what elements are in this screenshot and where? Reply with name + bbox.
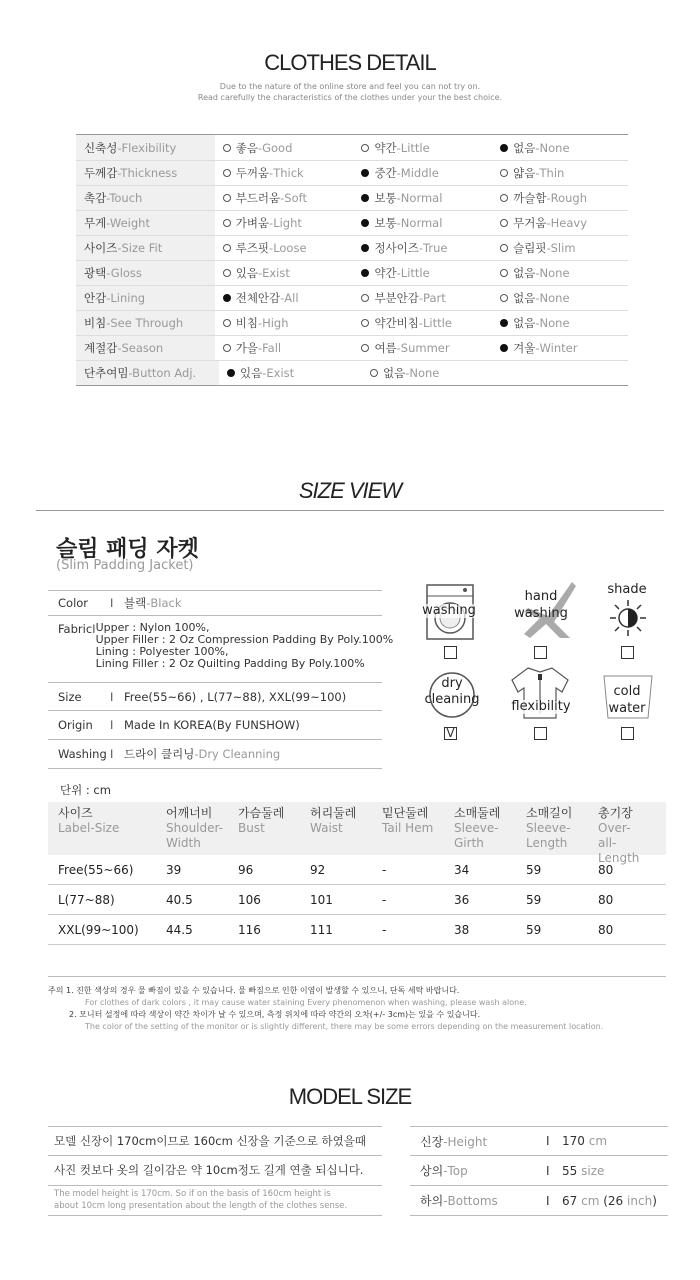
size-cell: - bbox=[382, 892, 387, 907]
detail-option bbox=[492, 240, 628, 256]
size-cell: 40.5 bbox=[166, 892, 193, 907]
detail-label-kr: 두께감 bbox=[84, 166, 118, 180]
size-cell: XXL(99~100) bbox=[58, 922, 139, 937]
spec-separator: I bbox=[110, 596, 114, 610]
care-flexibility-label: flexibility bbox=[506, 700, 576, 714]
empty-circle-icon bbox=[223, 194, 231, 202]
size-table-header bbox=[48, 802, 666, 865]
size-table bbox=[48, 802, 666, 945]
empty-circle-icon bbox=[223, 269, 231, 277]
detail-option-en: -True bbox=[418, 241, 448, 255]
detail-option-kr: 가을 bbox=[235, 341, 258, 355]
size-header-cell bbox=[238, 806, 310, 855]
model-bottoms-en: -Bottoms bbox=[443, 1194, 498, 1208]
care-shade-label: shade bbox=[607, 582, 647, 597]
selected-dot-icon bbox=[223, 294, 231, 302]
detail-option-en: -Little bbox=[418, 316, 452, 330]
size-header-en: Label-Size bbox=[58, 821, 120, 835]
detail-option-en: -Good bbox=[257, 140, 293, 155]
size-cell: 111 bbox=[310, 922, 333, 937]
size-cell: 116 bbox=[238, 922, 261, 937]
model-top-value: 55 bbox=[562, 1163, 578, 1178]
detail-option bbox=[362, 365, 502, 381]
size-cell: 80 bbox=[598, 862, 614, 877]
detail-option-en: -Middle bbox=[396, 166, 439, 180]
spec-origin-label: Origin bbox=[58, 718, 93, 732]
detail-option-en: -Thick bbox=[269, 166, 304, 180]
detail-option bbox=[353, 290, 492, 306]
detail-option-kr: 가벼움 bbox=[235, 216, 270, 230]
detail-option bbox=[215, 315, 354, 331]
note-1-en: For clothes of dark colors , it may cause water staining Every phenomenon when washing, please wash alone. bbox=[85, 998, 527, 1007]
size-header-cell bbox=[382, 806, 454, 855]
detail-label-en: -Button Adj. bbox=[128, 366, 197, 380]
selected-dot-icon bbox=[500, 319, 508, 327]
empty-circle-icon bbox=[361, 344, 369, 352]
detail-option-en: -All bbox=[280, 291, 299, 305]
empty-circle-icon bbox=[223, 169, 231, 177]
detail-option-en: -Little bbox=[396, 266, 430, 280]
detail-row bbox=[76, 260, 628, 285]
size-header-en: Sleeve- Girth bbox=[454, 821, 499, 850]
detail-option bbox=[215, 290, 354, 306]
detail-row bbox=[76, 235, 628, 260]
detail-row-label bbox=[76, 361, 219, 385]
detail-option-kr: 슬림핏 bbox=[513, 241, 547, 255]
detail-row-label bbox=[76, 261, 215, 285]
size-cell: L(77~88) bbox=[58, 892, 115, 907]
size-header-kr: 총기장 bbox=[598, 806, 633, 820]
detail-option bbox=[492, 315, 628, 331]
size-cell: 96 bbox=[238, 862, 254, 877]
spec-color-kr: 블랙 bbox=[124, 596, 147, 610]
detail-option bbox=[215, 140, 354, 156]
detail-option-en: -Winter bbox=[535, 341, 578, 355]
selected-dot-icon bbox=[500, 144, 508, 152]
model-top-kr: 상의 bbox=[420, 1164, 444, 1178]
care-washing-label: washing bbox=[420, 604, 478, 618]
detail-option-en: -None bbox=[405, 366, 440, 380]
size-header-en: Bust bbox=[238, 821, 265, 835]
model-note-en-2: about 10cm long presentation about the length of the clothes sense. bbox=[54, 1201, 348, 1211]
size-view-divider bbox=[36, 510, 664, 511]
size-header-kr: 사이즈 bbox=[58, 806, 93, 820]
detail-option bbox=[492, 165, 628, 181]
spec-color-row bbox=[48, 590, 382, 616]
model-height-row bbox=[410, 1126, 668, 1156]
detail-option-en: -None bbox=[535, 316, 570, 330]
detail-option bbox=[492, 140, 628, 156]
empty-circle-icon bbox=[223, 144, 231, 152]
detail-row-label bbox=[76, 186, 215, 210]
detail-row bbox=[76, 285, 628, 310]
model-note-en-1: The model height is 170cm. So if on the basis of 160cm height is bbox=[54, 1189, 331, 1199]
detail-option-kr: 비침 bbox=[235, 316, 258, 330]
detail-option-en: -Exist bbox=[262, 366, 295, 380]
detail-label-kr: 무게 bbox=[84, 216, 107, 230]
detail-label-en: -Season bbox=[117, 341, 164, 355]
fabric-line: Upper Filler : 2 Oz Compression Padding By Poly.100% bbox=[95, 633, 394, 646]
empty-circle-icon bbox=[361, 294, 369, 302]
spec-washing-row bbox=[48, 740, 382, 769]
detail-option-en: -Thin bbox=[535, 166, 565, 180]
empty-circle-icon bbox=[500, 294, 508, 302]
spec-color-label: Color bbox=[58, 596, 89, 610]
empty-circle-icon bbox=[500, 169, 508, 177]
empty-circle-icon bbox=[500, 269, 508, 277]
detail-option-en: -None bbox=[535, 291, 570, 305]
product-name-en: (Slim Padding Jacket) bbox=[56, 558, 194, 573]
selected-dot-icon bbox=[361, 194, 369, 202]
size-header-cell bbox=[526, 806, 598, 855]
empty-circle-icon bbox=[500, 244, 508, 252]
spec-separator: I bbox=[110, 747, 114, 761]
detail-label-en: -Weight bbox=[106, 216, 150, 230]
detail-row bbox=[76, 335, 628, 360]
detail-option bbox=[353, 265, 492, 281]
size-header-kr: 밑단둘레 bbox=[382, 806, 429, 820]
care-dry-checkbox: V bbox=[444, 727, 457, 740]
size-cell: 59 bbox=[526, 892, 542, 907]
care-cold-label-2: water bbox=[608, 701, 646, 716]
detail-option bbox=[353, 340, 492, 356]
detail-option-en: -Loose bbox=[269, 241, 307, 255]
size-header-kr: 소매길이 bbox=[526, 806, 573, 820]
fabric-line: Lining : Polyester 100%, bbox=[95, 645, 229, 658]
detail-label-kr: 비침 bbox=[84, 316, 107, 330]
care-dry-label-2: cleaning bbox=[424, 692, 480, 707]
model-note-divider bbox=[48, 1215, 382, 1216]
model-height-kr: 신장 bbox=[420, 1134, 444, 1149]
size-header-cell bbox=[48, 806, 166, 855]
detail-option-kr: 부분안감 bbox=[374, 291, 419, 305]
detail-row bbox=[76, 185, 628, 210]
detail-row-label bbox=[76, 236, 215, 260]
size-table-row bbox=[48, 855, 666, 885]
detail-option-en: -Summer bbox=[396, 341, 450, 355]
detail-option-kr: 없음 bbox=[513, 140, 536, 155]
size-header-en: Shoulder- Width bbox=[166, 821, 223, 850]
spec-washing-label: Washing bbox=[58, 747, 107, 761]
size-cell: 44.5 bbox=[166, 922, 193, 937]
spec-size-label: Size bbox=[58, 689, 82, 704]
detail-option-en: -Soft bbox=[280, 191, 307, 205]
size-header-kr: 허리둘레 bbox=[310, 806, 357, 820]
size-header-en: Waist bbox=[310, 821, 343, 835]
detail-option bbox=[353, 190, 492, 206]
detail-option-kr: 정사이즈 bbox=[374, 241, 419, 255]
detail-option bbox=[215, 240, 354, 256]
detail-option-kr: 약간 bbox=[374, 266, 397, 280]
detail-option bbox=[215, 215, 354, 231]
detail-option bbox=[215, 165, 354, 181]
model-size-title: MODEL SIZE bbox=[288, 1084, 412, 1109]
size-view-title: SIZE VIEW bbox=[298, 478, 402, 503]
fabric-line: Lining Filler : 2 Oz Quilting Padding By Poly.100% bbox=[95, 657, 365, 670]
size-table-row bbox=[48, 915, 666, 945]
size-cell: 101 bbox=[310, 892, 333, 907]
detail-option-en: -Normal bbox=[396, 216, 443, 230]
detail-label-en: -See Through bbox=[106, 316, 184, 330]
paren-close: ) bbox=[652, 1193, 657, 1208]
spec-color-en: -Black bbox=[146, 596, 182, 610]
spec-washing-en: -Dry Cleanning bbox=[194, 747, 281, 761]
note-1: 주의 1. 진한 색상의 경우 물 빠짐이 있을 수 있습니다. 물 빠짐으로 인한 이염이 발생할 수 있으니, 단독 세탁 바랍니다. bbox=[48, 986, 460, 995]
spec-separator: I bbox=[110, 689, 114, 704]
size-header-en: Tail Hem bbox=[382, 821, 434, 835]
care-cold-label-1: cold bbox=[613, 684, 641, 699]
detail-row bbox=[76, 135, 628, 160]
detail-option bbox=[492, 265, 628, 281]
spec-fabric-row bbox=[48, 616, 394, 683]
detail-option-kr: 두꺼움 bbox=[235, 166, 270, 180]
detail-option-kr: 약간 bbox=[374, 140, 397, 155]
detail-option-kr: 여름 bbox=[374, 341, 397, 355]
care-washing-checkbox bbox=[444, 646, 457, 659]
detail-option-kr: 까슬함 bbox=[513, 191, 547, 205]
size-cell: 39 bbox=[166, 862, 182, 877]
shade-sun-icon bbox=[608, 598, 648, 638]
detail-label-kr: 계절감 bbox=[84, 341, 118, 355]
size-table-row bbox=[48, 885, 666, 915]
size-header-cell bbox=[310, 806, 382, 855]
detail-option-kr: 얇음 bbox=[513, 166, 536, 180]
detail-option-en: -None bbox=[535, 140, 570, 155]
fabric-line: Upper : Nylon 100%, bbox=[95, 621, 210, 634]
detail-option-kr: 무거움 bbox=[513, 216, 547, 230]
model-bottoms-unit: cm bbox=[581, 1193, 600, 1208]
detail-row-label bbox=[76, 135, 215, 160]
detail-option-kr: 부드러움 bbox=[235, 191, 281, 205]
detail-row bbox=[76, 310, 628, 335]
size-header-cell bbox=[598, 806, 666, 865]
detail-option bbox=[215, 340, 354, 356]
size-cell: 38 bbox=[454, 922, 470, 937]
detail-option-kr: 좋음 bbox=[235, 140, 258, 155]
size-cell: 92 bbox=[310, 862, 326, 877]
detail-option bbox=[215, 265, 354, 281]
detail-label-en: -Touch bbox=[106, 191, 143, 205]
selected-dot-icon bbox=[227, 369, 235, 377]
detail-option-en: -Exist bbox=[257, 266, 290, 280]
care-hand-label-1: hand bbox=[524, 589, 558, 604]
size-cell: 106 bbox=[238, 892, 261, 907]
detail-label-en: -Flexibility bbox=[117, 140, 177, 155]
detail-option-kr: 겨울 bbox=[513, 341, 536, 355]
detail-option bbox=[353, 240, 492, 256]
model-separator: I bbox=[546, 1193, 550, 1208]
detail-subtitle-2: Read carefully the characteristics of the clothes under your the best choice. bbox=[197, 93, 503, 102]
detail-row-label bbox=[76, 286, 215, 310]
detail-label-kr: 안감 bbox=[84, 291, 107, 305]
detail-label-kr: 사이즈 bbox=[84, 241, 118, 255]
selected-dot-icon bbox=[500, 344, 508, 352]
empty-circle-icon bbox=[500, 194, 508, 202]
size-header-en: Sleeve- Length bbox=[526, 821, 571, 850]
size-cell: 59 bbox=[526, 862, 542, 877]
empty-circle-icon bbox=[223, 319, 231, 327]
detail-row bbox=[76, 160, 628, 185]
spec-size-row bbox=[48, 683, 382, 711]
paren-open: ( bbox=[603, 1193, 608, 1208]
detail-option bbox=[492, 340, 628, 356]
detail-option bbox=[219, 365, 362, 381]
selected-dot-icon bbox=[361, 169, 369, 177]
detail-option-kr: 없음 bbox=[383, 366, 406, 380]
care-shade-checkbox bbox=[621, 646, 634, 659]
detail-subtitle-1: Due to the nature of the online store and feel you can not try on. bbox=[219, 82, 481, 91]
spec-separator: I bbox=[92, 622, 96, 636]
size-header-kr: 가슴둘레 bbox=[238, 806, 285, 820]
size-header-cell bbox=[166, 806, 238, 855]
detail-option-kr: 있음 bbox=[235, 266, 258, 280]
spec-fabric-label: Fabric bbox=[58, 622, 93, 636]
selected-dot-icon bbox=[361, 269, 369, 277]
size-cell: - bbox=[382, 862, 387, 877]
spec-washing-kr: 드라이 클리닝 bbox=[124, 747, 195, 761]
size-cell: 36 bbox=[454, 892, 470, 907]
model-height-value: 170 bbox=[562, 1134, 585, 1148]
detail-option-en: -Rough bbox=[546, 191, 588, 205]
detail-label-kr: 촉감 bbox=[84, 191, 107, 205]
model-height-unit: cm bbox=[588, 1134, 608, 1148]
spec-separator: I bbox=[110, 718, 114, 732]
empty-circle-icon bbox=[361, 144, 369, 152]
detail-option-kr: 있음 bbox=[240, 366, 263, 380]
size-header-cell bbox=[454, 806, 526, 855]
care-hand-checkbox bbox=[534, 646, 547, 659]
clothes-detail-table bbox=[76, 134, 628, 386]
size-unit-label: 단위 : cm bbox=[60, 783, 111, 797]
detail-option-kr: 중간 bbox=[374, 166, 397, 180]
note-2-en: The color of the setting of the monitor or is slightly different, there may be some errors depending on the measurement location. bbox=[85, 1022, 604, 1031]
model-note-line-1: 모델 신장이 170cm이므로 160cm 신장을 기준으로 하였을때 bbox=[48, 1126, 382, 1156]
model-bottoms-kr: 하의 bbox=[420, 1194, 444, 1208]
model-bottoms-value: 67 bbox=[562, 1193, 578, 1208]
detail-row bbox=[76, 210, 628, 235]
detail-row-label bbox=[76, 211, 215, 235]
size-cell: 80 bbox=[598, 922, 614, 937]
detail-option-kr: 루즈핏 bbox=[235, 241, 270, 255]
size-cell: 80 bbox=[598, 892, 614, 907]
model-bottoms-unit-2: inch bbox=[627, 1193, 653, 1208]
detail-option-kr: 없음 bbox=[513, 266, 536, 280]
model-note-line-2: 사진 컷보다 옷의 길이감은 약 10cm정도 길게 연출 되십니다. bbox=[48, 1156, 382, 1186]
detail-row-label bbox=[76, 161, 215, 185]
detail-option-kr: 보통 bbox=[374, 191, 397, 205]
detail-label-en: -Gloss bbox=[106, 266, 142, 280]
detail-option bbox=[353, 315, 492, 331]
care-dry-label-1: dry bbox=[441, 676, 463, 691]
empty-circle-icon bbox=[223, 244, 231, 252]
spec-origin-row bbox=[48, 711, 382, 740]
detail-option-kr: 보통 bbox=[374, 216, 397, 230]
detail-option-en: -Heavy bbox=[546, 216, 588, 230]
detail-label-kr: 단추여밈 bbox=[84, 366, 129, 380]
detail-option bbox=[353, 165, 492, 181]
spec-origin-value: Made In KOREA(By FUNSHOW) bbox=[124, 718, 300, 732]
size-cell: 59 bbox=[526, 922, 542, 937]
model-top-en: -Top bbox=[443, 1164, 468, 1178]
detail-row bbox=[76, 360, 628, 385]
detail-label-en: -Thickness bbox=[117, 166, 178, 180]
detail-label-en: -Size Fit bbox=[117, 241, 163, 255]
detail-option-en: -Little bbox=[396, 140, 430, 155]
product-name-kr: 슬림 패딩 자켓 bbox=[56, 537, 199, 562]
care-flexibility-checkbox bbox=[534, 727, 547, 740]
detail-option bbox=[492, 190, 628, 206]
spec-size-value: Free(55~66) , L(77~88), XXL(99~100) bbox=[124, 689, 347, 704]
empty-circle-icon bbox=[223, 219, 231, 227]
care-cold-checkbox bbox=[621, 727, 634, 740]
detail-option-kr: 없음 bbox=[513, 316, 536, 330]
detail-option-kr: 없음 bbox=[513, 291, 536, 305]
size-cell: 34 bbox=[454, 862, 470, 877]
detail-option-en: -None bbox=[535, 266, 570, 280]
detail-option bbox=[492, 215, 628, 231]
detail-option bbox=[353, 215, 492, 231]
detail-option-en: -Part bbox=[418, 291, 446, 305]
size-header-kr: 소매둘레 bbox=[454, 806, 501, 820]
detail-option-en: -Light bbox=[269, 216, 302, 230]
clothes-detail-title: CLOTHES DETAIL bbox=[264, 50, 436, 75]
note-2: 2. 모니터 설정에 따라 색상이 약간 차이가 날 수 있으며, 측정 위치에 따라 약간의 오차(+/- 3cm)는 있을 수 있습니다. bbox=[69, 1010, 481, 1019]
detail-row-label bbox=[76, 311, 215, 335]
empty-circle-icon bbox=[223, 344, 231, 352]
detail-option-en: -Slim bbox=[546, 241, 576, 255]
detail-label-kr: 광택 bbox=[84, 266, 107, 280]
size-cell: Free(55~66) bbox=[58, 862, 134, 877]
model-top-unit: size bbox=[581, 1163, 605, 1178]
detail-option bbox=[492, 290, 628, 306]
model-bottoms-row bbox=[410, 1186, 668, 1216]
empty-circle-icon bbox=[500, 219, 508, 227]
model-bottoms-value-2: 26 bbox=[607, 1193, 624, 1208]
detail-option-en: -Fall bbox=[257, 341, 282, 355]
size-header-kr: 어깨너비 bbox=[166, 806, 213, 820]
detail-label-kr: 신축성 bbox=[84, 140, 118, 155]
size-header-en: Over- all- Length bbox=[598, 821, 640, 865]
detail-option bbox=[353, 140, 492, 156]
size-cell: - bbox=[382, 922, 387, 937]
detail-option-kr: 전체안감 bbox=[235, 291, 281, 305]
care-notes bbox=[48, 976, 666, 1033]
empty-circle-icon bbox=[370, 369, 378, 377]
model-separator: I bbox=[546, 1134, 550, 1148]
detail-option bbox=[215, 190, 354, 206]
model-height-en: -Height bbox=[443, 1134, 488, 1149]
model-top-row bbox=[410, 1156, 668, 1186]
model-separator: I bbox=[546, 1163, 550, 1178]
detail-option-kr: 약간비침 bbox=[374, 316, 419, 330]
detail-option-en: -High bbox=[257, 316, 289, 330]
detail-row-label bbox=[76, 336, 215, 360]
selected-dot-icon bbox=[361, 219, 369, 227]
detail-label-en: -Lining bbox=[106, 291, 146, 305]
care-hand-label-2: washing bbox=[514, 606, 568, 621]
model-note-en bbox=[48, 1188, 382, 1212]
selected-dot-icon bbox=[361, 244, 369, 252]
detail-option-en: -Normal bbox=[396, 191, 443, 205]
empty-circle-icon bbox=[361, 319, 369, 327]
